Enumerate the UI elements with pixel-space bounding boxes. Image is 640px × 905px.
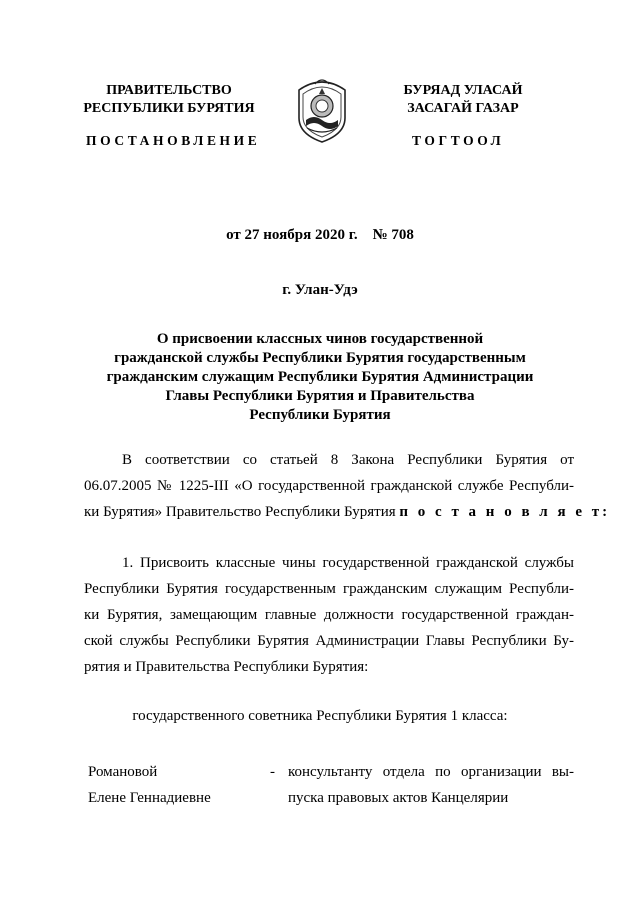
point-1-line: ки Бурятия, замещающим главные должности государственной граждан- — [84, 607, 574, 623]
government-name-buryat-line1: БУРЯАД УЛАСАЙ — [403, 83, 523, 98]
title-line: О присвоении классных чинов государственной — [156, 331, 484, 347]
appointee-given-names: Елене Геннадиевне — [88, 790, 211, 806]
title-line: гражданским служащим Республики Бурятия Администрации — [106, 369, 534, 385]
city: г. Улан-Удэ — [282, 282, 358, 298]
appointee-dash: - — [270, 764, 275, 780]
point-1-line: Республики Бурятия государственным гражданским служащим Республи- — [84, 581, 574, 597]
appointee-position-line: пуска правовых актов Канцелярии — [288, 790, 509, 806]
coat-of-arms-emblem — [293, 70, 351, 146]
title-line: гражданской службы Республики Бурятия государственным — [114, 350, 526, 366]
document-type-buryat: ТОГТООЛ — [412, 133, 505, 148]
government-name-line1: ПРАВИТЕЛЬСТВО — [106, 83, 232, 98]
preamble-paragraph — [84, 447, 611, 525]
document-title — [60, 330, 580, 425]
rank-heading: государственного советника Республики Бурятия 1 класса: — [132, 708, 508, 724]
government-name-line2: РЕСПУБЛИКИ БУРЯТИЯ — [83, 101, 255, 116]
decree-word: п о с т а н о в л я е т: — [399, 504, 611, 520]
coat-of-arms-icon — [293, 70, 351, 146]
preamble-line-text: ки Бурятия» Правительство Республики Бурятия — [84, 504, 400, 520]
title-line: Республики Бурятия — [249, 407, 391, 423]
government-name-russian — [62, 82, 276, 118]
preamble-line: В соответствии со статьей 8 Закона Республики Бурятия от — [122, 452, 574, 468]
appointee-position — [288, 759, 574, 811]
appointee-position-line: консультанту отдела по организации вы- — [288, 764, 574, 780]
document-type-russian: ПОСТАНОВЛЕНИЕ — [86, 133, 261, 148]
point-1-line: рятия и Правительства Республики Бурятия: — [84, 659, 369, 675]
preamble-line-final — [84, 499, 611, 525]
point-1-line: ской службы Республики Бурятия Администрации Главы Республики Бу- — [84, 633, 574, 649]
title-line: Главы Республики Бурятия и Правительства — [165, 388, 475, 404]
point-1-paragraph — [84, 550, 574, 680]
government-name-buryat-line2: ЗАСАГАЙ ГАЗАР — [407, 101, 519, 116]
appointee-surname: Романовой — [88, 764, 158, 780]
point-1-line: 1. Присвоить классные чины государственной гражданской службы — [122, 555, 574, 571]
date-and-number: от 27 ноября 2020 г. № 708 — [226, 227, 414, 243]
preamble-line: 06.07.2005 № 1225-III «О государственной гражданской службе Республи- — [84, 478, 574, 494]
government-name-buryat — [380, 82, 546, 118]
